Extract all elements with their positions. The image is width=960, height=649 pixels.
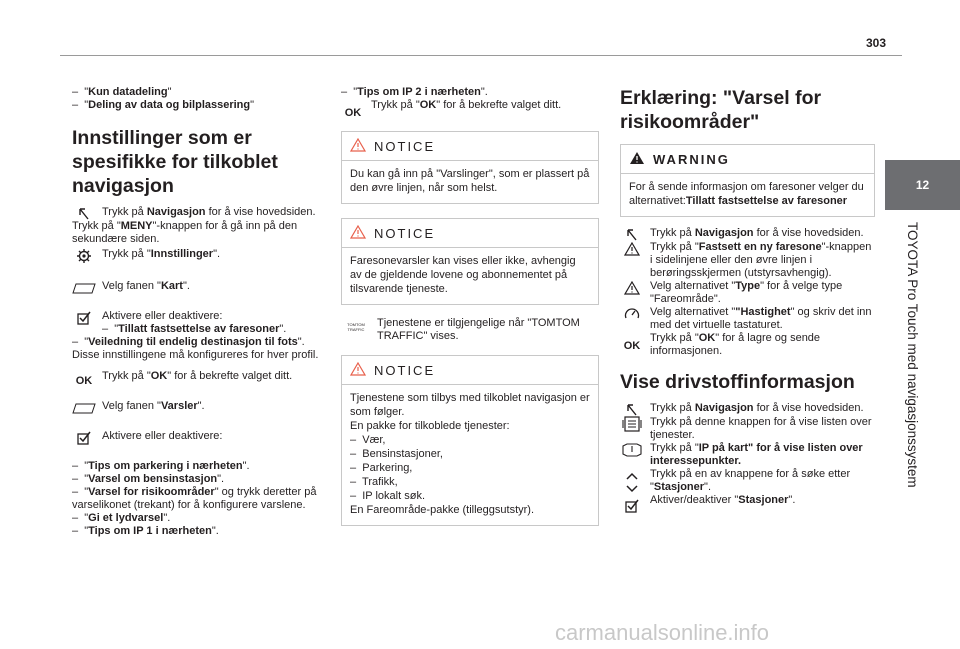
list-item: – "Gi et lydvarsel".	[72, 512, 171, 524]
paragraph: Trykk på "MENY"-knappen for å gå inn på den sekundære siden.	[72, 220, 298, 245]
tab-icon	[72, 280, 96, 296]
step-row: Aktivere eller deaktivere: – "Tillatt fastsettelse av faresoner".	[72, 310, 322, 336]
column-3	[620, 86, 875, 508]
step-row: TOMTOM TRAFFIC Tjenestene er tilgjengelige når "TOMTOM TRAFFIC" vises.	[341, 317, 599, 343]
step-row: Velg alternativet ""Hastighet" og skriv det inn med det virtuelle tastaturet.	[620, 306, 875, 332]
step-row: Aktiver/deaktiver "Stasjoner".	[620, 494, 875, 508]
notice-label: NOTICE	[374, 138, 436, 154]
warning-triangle-icon	[620, 280, 644, 296]
ok-icon: OK	[75, 374, 93, 387]
chapter-tab	[885, 160, 960, 210]
step-row: Velg fanen "Kart".	[72, 280, 322, 294]
notice-text: Faresonevarsler kan vises eller ikke, avhengig av de gjeldende lovene og abonnementet på tilsvarende tjeneste.	[350, 255, 576, 295]
tab-icon	[72, 400, 96, 416]
list-item: – IP lokalt søk.	[350, 490, 425, 502]
warning-label: WARNING	[653, 151, 730, 167]
list-item: – Bensinstasjoner,	[350, 448, 443, 460]
ok-icon: OK	[623, 339, 641, 352]
section-heading: Erklæring: "Varsel for risikoområder"	[620, 87, 822, 133]
notice-label: NOTICE	[374, 225, 436, 241]
speedometer-icon	[620, 306, 644, 322]
step-row: Trykk på en av knappene for å søke etter "Stasjoner".	[620, 468, 875, 494]
page-number: 303	[866, 36, 887, 50]
step-row: Trykk på "Innstillinger".	[72, 248, 322, 262]
checkbox-icon	[72, 430, 96, 446]
list-item: – Trafikk,	[350, 476, 398, 488]
tomtom-traffic-icon: TOMTOM TRAFFIC	[347, 322, 365, 332]
column-1	[72, 86, 322, 538]
list-item: – "Tips om IP 2 i nærheten".	[341, 86, 488, 98]
step-row: OK Trykk på "OK" for å bekrefte valget ditt.	[72, 370, 322, 384]
checkbox-icon	[72, 310, 96, 326]
checkbox-icon	[620, 498, 644, 514]
warning-triangle-icon	[620, 241, 644, 257]
header-rule	[60, 55, 902, 56]
list-item: – "Veiledning til endelig destinasjon til fots".	[72, 336, 305, 348]
navigation-icon	[72, 206, 96, 222]
notice-text: Tjenestene som tilbys med tilkoblet navigasjon er som følger. En pakke for tilkoblede tjenester: – Vær, – Bensinstasjoner, – Parkering, – Trafikk, – IP lokalt søk. En Fareområde-pakke (tilleggsutstyr).	[350, 392, 590, 516]
section-heading: Innstillinger som er spesifikke for tilkoblet navigasjon	[72, 127, 278, 197]
list-item: – "Tips om IP 1 i nærheten".	[72, 525, 219, 537]
step-row: Trykk på denne knappen for å vise listen over tjenester.	[620, 416, 875, 442]
gear-icon	[72, 248, 96, 264]
notice-box	[341, 131, 599, 204]
step-row: Velg fanen "Varsler".	[72, 400, 322, 414]
chapter-title: TOYOTA Pro Touch med navigasjonssystem	[905, 222, 920, 488]
ok-icon: OK	[344, 106, 362, 119]
chevron-up-icon	[620, 468, 644, 484]
list-item: – "Deling av data og bilplassering"	[72, 99, 255, 111]
section-heading: Vise drivstoffinformasjon	[620, 371, 855, 393]
warning-triangle-icon	[350, 225, 366, 241]
step-row: Velg alternativet "Type" for å velge type "Fareområde".	[620, 280, 875, 306]
column-2	[341, 86, 599, 534]
list-item: – "Varsel om bensinstasjon".	[72, 473, 225, 485]
paragraph: Disse innstillingene må konfigureres for hver profil.	[72, 349, 319, 361]
step-row: Trykk på Navigasjon for å vise hovedsiden.	[620, 227, 875, 241]
warning-triangle-icon	[629, 151, 645, 167]
list-item: – Parkering,	[350, 462, 413, 474]
warning-text: For å sende informasjon om faresoner velger du alternativet:Tillatt fastsettelse av faresoner	[629, 181, 864, 207]
step-row: Trykk på "Fastsett en ny faresone"-knappen i sidelinjene eller den øvre linjen i berøringsskjermen (utstyrsavhengig).	[620, 241, 875, 280]
notice-label: NOTICE	[374, 362, 436, 378]
services-list-icon	[620, 416, 644, 432]
warning-triangle-icon	[350, 362, 366, 378]
poi-map-icon	[620, 442, 644, 458]
step-row: OK Trykk på "OK" for å bekrefte valget ditt.	[341, 99, 599, 113]
list-item: – "Varsel for risikoområder" og trykk deretter på varselikonet (trekant) for å konfigurere varslene.	[72, 486, 317, 511]
list-item: – "Kun datadeling"	[72, 86, 172, 98]
notice-box	[341, 355, 599, 526]
list-item: – "Tips om parkering i nærheten".	[72, 460, 250, 472]
step-row: Trykk på "IP på kart" for å vise listen over interessepunkter.	[620, 442, 875, 468]
list-item: – Vær,	[350, 434, 386, 446]
step-row: Trykk på Navigasjon for å vise hovedsiden.	[620, 402, 875, 416]
notice-box	[341, 218, 599, 305]
step-row: Trykk på Navigasjon for å vise hovedsiden.	[72, 206, 322, 220]
step-row: Aktivere eller deaktivere:	[72, 430, 322, 444]
watermark: carmanualsonline.info	[555, 620, 770, 645]
chapter-number: 12	[915, 178, 930, 192]
warning-box	[620, 144, 875, 217]
warning-triangle-icon	[350, 138, 366, 154]
notice-text: Du kan gå inn på "Varslinger", som er plassert på den øvre linjen, når som helst.	[350, 168, 590, 194]
step-row: OK Trykk på "OK" for å lagre og sende informasjonen.	[620, 332, 875, 358]
